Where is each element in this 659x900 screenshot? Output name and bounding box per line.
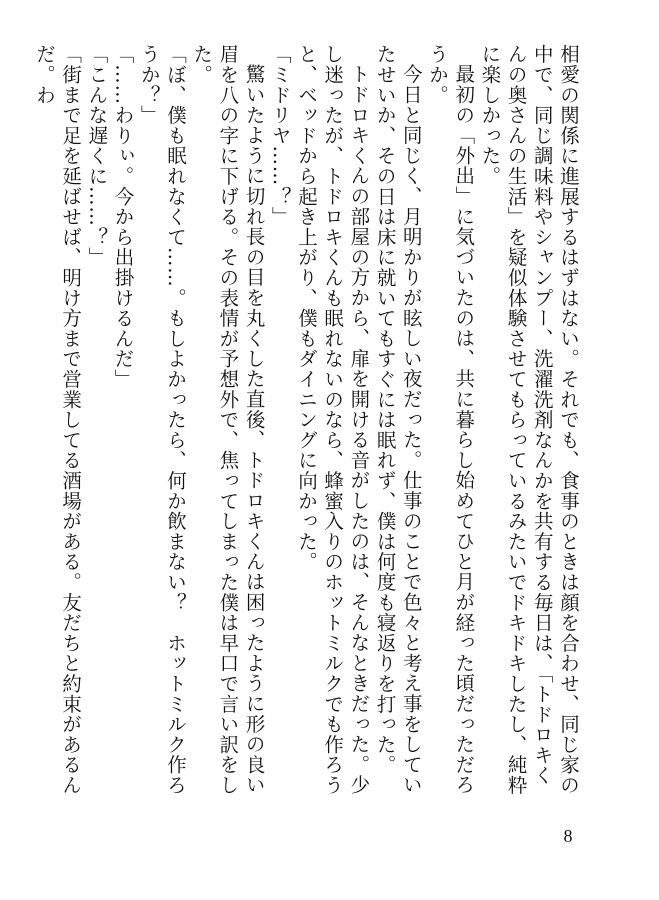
body-text <box>32 44 581 804</box>
page-number: 8 <box>563 826 573 846</box>
paragraph: 驚いたように切れ長の目を丸くした直後、トドロキくんは困ったように形の良い眉を八の字に下げる。その表情が予想外で、焦ってしまった僕は早口で言い訳をした。 <box>190 44 266 796</box>
paragraph: 今日と同じく、月明かりが眩しい夜だった。仕事のことで色々と考え事をしていたせいか、その日は床に就いてもすぐには眠れず、僕は何度も寝返りを打った。 <box>373 44 423 795</box>
dialogue-line: 「ミドリヤ……？」 <box>268 44 292 227</box>
paragraph: トドロキくんの部屋の方から、扉を開ける音がしたのは、そんなときだった。少し迷ったが、トドロキくんも眠れないのなら、蜂蜜入りのホットミルクでも作ろうと、ベッドから起き上がり、僕もダイニングに向かった。 <box>294 44 371 796</box>
dialogue-line: 「……わりぃ。今から出掛けるんだ」 <box>111 44 135 390</box>
dialogue-line: 「こんな遅くに……？」 <box>85 44 109 268</box>
paragraph: 相愛の関係に進展するはずはない。それでも、食事のときは顔を合わせ、同じ家の中で、同じ調味料やシャンプー、洗濯洗剤なんかを共有する毎日は、「トドロキくんの奥さんの生活」を疑似体験させてもらっているみたいでドキドキしたし、純粋に楽しかった。 <box>478 44 580 796</box>
dialogue-line: 「ぼ、僕も眠れなくて……。もしよかったら、何か飲まない？ ホットミルク作ろうか？」 <box>137 44 187 796</box>
paragraph: 最初の「外出」に気づいたのは、共に暮らし始めてひと月が経った頃だっただろうか。 <box>425 44 476 795</box>
dialogue-line: 「街まで足を延ばせば、明け方まで営業してる酒場がある。友だちと約束があるんだ。わ <box>32 44 83 796</box>
